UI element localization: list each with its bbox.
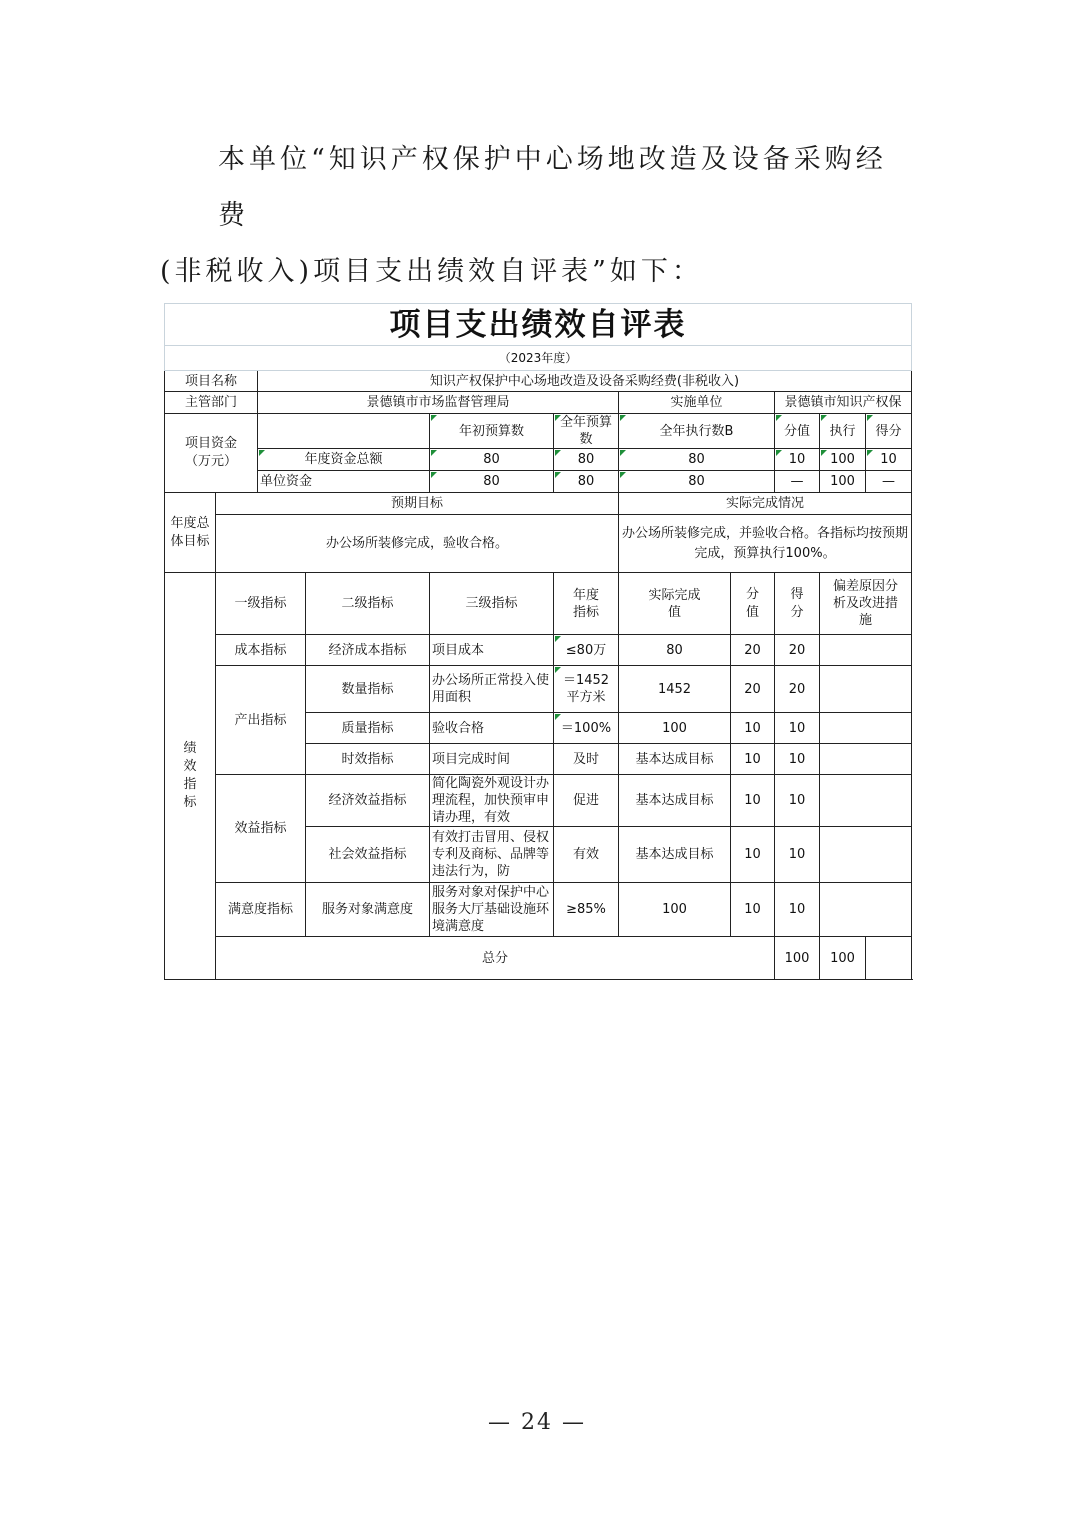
table-row-actual: 1452	[619, 666, 731, 713]
table-row-level3: 办公场所正常投入使用面积	[430, 666, 554, 713]
funds-row-unit-exec: 80	[619, 471, 775, 493]
table-row-note	[820, 635, 912, 666]
funds-row-total-exec: 80	[619, 449, 775, 471]
funds-row-total-exec-rate: 100	[820, 449, 866, 471]
table-row-level2: 数量指标	[306, 666, 430, 713]
funds-row-unit-initial: 80	[430, 471, 554, 493]
project-name: 知识产权保护中心场地改造及设备采购经费(非税收入)	[258, 371, 912, 392]
annual-goal-label: 年度总体目标	[165, 493, 216, 573]
funds-row-total-score-value: 10	[775, 449, 820, 471]
funds-row-total-score: 10	[866, 449, 912, 471]
funds-row-total-initial: 80	[430, 449, 554, 471]
actual-goal-text: 办公场所装修完成，并验收合格。各指标均按预期完成，预算执行100%。	[619, 515, 912, 573]
deviation-header: 偏差原因分析及改进措施	[820, 573, 912, 635]
table-row-actual: 100	[619, 713, 731, 744]
table-row-value: 10	[731, 713, 775, 744]
total-label: 总分	[216, 937, 775, 980]
table-row-level3: 项目成本	[430, 635, 554, 666]
perf-score-value-header: 分值	[731, 573, 775, 635]
table-row-value: 10	[731, 827, 775, 883]
actual-goal-label: 实际完成情况	[619, 493, 912, 515]
dept-name: 景德镇市市场监督管理局	[258, 392, 619, 414]
perf-indicators-label: 绩效指标	[165, 573, 216, 980]
initial-budget-header: 年初预算数	[430, 414, 554, 449]
table-row-level3: 简化陶瓷外观设计办理流程，加快预审申请办理，有效	[430, 775, 554, 827]
table-row-target: ＝1452平方米	[554, 666, 619, 713]
funds-row-total-annual: 80	[554, 449, 619, 471]
level3-header: 三级指标	[430, 573, 554, 635]
satisfaction-group-label: 满意度指标	[216, 883, 306, 937]
level2-header: 二级指标	[306, 573, 430, 635]
funds-label: 项目资金（万元）	[165, 414, 258, 493]
table-row-actual: 基本达成目标	[619, 775, 731, 827]
table-row-level2: 社会效益指标	[306, 827, 430, 883]
table-row-actual: 80	[619, 635, 731, 666]
impl-unit-name: 景德镇市知识产权保	[775, 392, 912, 414]
annual-exec-header: 全年执行数B	[619, 414, 775, 449]
table-row-value: 10	[731, 744, 775, 775]
table-row-score: 10	[775, 775, 820, 827]
table-row-score: 10	[775, 744, 820, 775]
total-score: 100	[820, 937, 866, 980]
expected-goal-label: 预期目标	[216, 493, 619, 515]
table-row-level3: 服务对象对保护中心服务大厅基础设施环境满意度	[430, 883, 554, 937]
funds-row-unit-annual: 80	[554, 471, 619, 493]
performance-evaluation-table	[164, 303, 912, 980]
table-row-target: 促进	[554, 775, 619, 827]
table-row-value: 20	[731, 666, 775, 713]
table-row-level2: 经济成本指标	[306, 635, 430, 666]
table-row-level3: 验收合格	[430, 713, 554, 744]
table-row-score: 20	[775, 666, 820, 713]
table-row-target: ＝100%	[554, 713, 619, 744]
intro-line-1: 本单位“知识产权保护中心场地改造及设备采购经费	[218, 144, 887, 231]
funds-row-unit-exec-rate: 100	[820, 471, 866, 493]
table-row-level2: 质量指标	[306, 713, 430, 744]
table-row-actual: 100	[619, 883, 731, 937]
table-row-target: 有效	[554, 827, 619, 883]
funds-row-total-label: 年度资金总额	[258, 449, 430, 471]
benefit-group-label: 效益指标	[216, 775, 306, 883]
table-row-level2: 服务对象满意度	[306, 883, 430, 937]
score-value-header: 分值	[775, 414, 820, 449]
table-row-level2: 经济效益指标	[306, 775, 430, 827]
output-group-label: 产出指标	[216, 666, 306, 775]
table-row-value: 10	[731, 775, 775, 827]
table-year: （2023年度）	[165, 346, 912, 371]
intro-line-2: (非税收入)项目支出绩效自评表”如下：	[160, 256, 703, 287]
exec-rate-header: 执行	[820, 414, 866, 449]
impl-unit-label: 实施单位	[619, 392, 775, 414]
table-row-note	[820, 713, 912, 744]
table-row-note	[820, 827, 912, 883]
table-row-actual: 基本达成目标	[619, 827, 731, 883]
table-row-value: 20	[731, 635, 775, 666]
table-row-level3: 项目完成时间	[430, 744, 554, 775]
annual-budget-header: 全年预算数	[554, 414, 619, 449]
total-value: 100	[775, 937, 820, 980]
table-row-level3: 有效打击冒用、侵权专利及商标、品牌等违法行为，防	[430, 827, 554, 883]
table-row-target: ≥85%	[554, 883, 619, 937]
table-title: 项目支出绩效自评表	[165, 304, 912, 346]
cost-group-label: 成本指标	[216, 635, 306, 666]
intro-paragraph	[160, 132, 900, 300]
table-row-score: 10	[775, 713, 820, 744]
table-row-score: 20	[775, 635, 820, 666]
annual-target-header: 年度指标	[554, 573, 619, 635]
funds-row-unit-score: —	[866, 471, 912, 493]
perf-score-header: 得分	[775, 573, 820, 635]
table-row-target: 及时	[554, 744, 619, 775]
table-row-note	[820, 883, 912, 937]
score-header: 得分	[866, 414, 912, 449]
dept-label: 主管部门	[165, 392, 258, 414]
total-note	[866, 937, 912, 980]
table-row-level2: 时效指标	[306, 744, 430, 775]
expected-goal-text: 办公场所装修完成，验收合格。	[216, 515, 619, 573]
funds-row-unit-score-value: —	[775, 471, 820, 493]
project-name-label: 项目名称	[165, 371, 258, 392]
table-row-target: ≤80万	[554, 635, 619, 666]
table-row-note	[820, 666, 912, 713]
page-number: — 24 —	[488, 1410, 586, 1435]
table-row-note	[820, 744, 912, 775]
table-row-note	[820, 775, 912, 827]
table-row-score: 10	[775, 827, 820, 883]
actual-value-header: 实际完成值	[619, 573, 731, 635]
table-row-value: 10	[731, 883, 775, 937]
table-row-score: 10	[775, 883, 820, 937]
level1-header: 一级指标	[216, 573, 306, 635]
funds-row-unit-label: 单位资金	[258, 471, 430, 493]
table-row-actual: 基本达成目标	[619, 744, 731, 775]
